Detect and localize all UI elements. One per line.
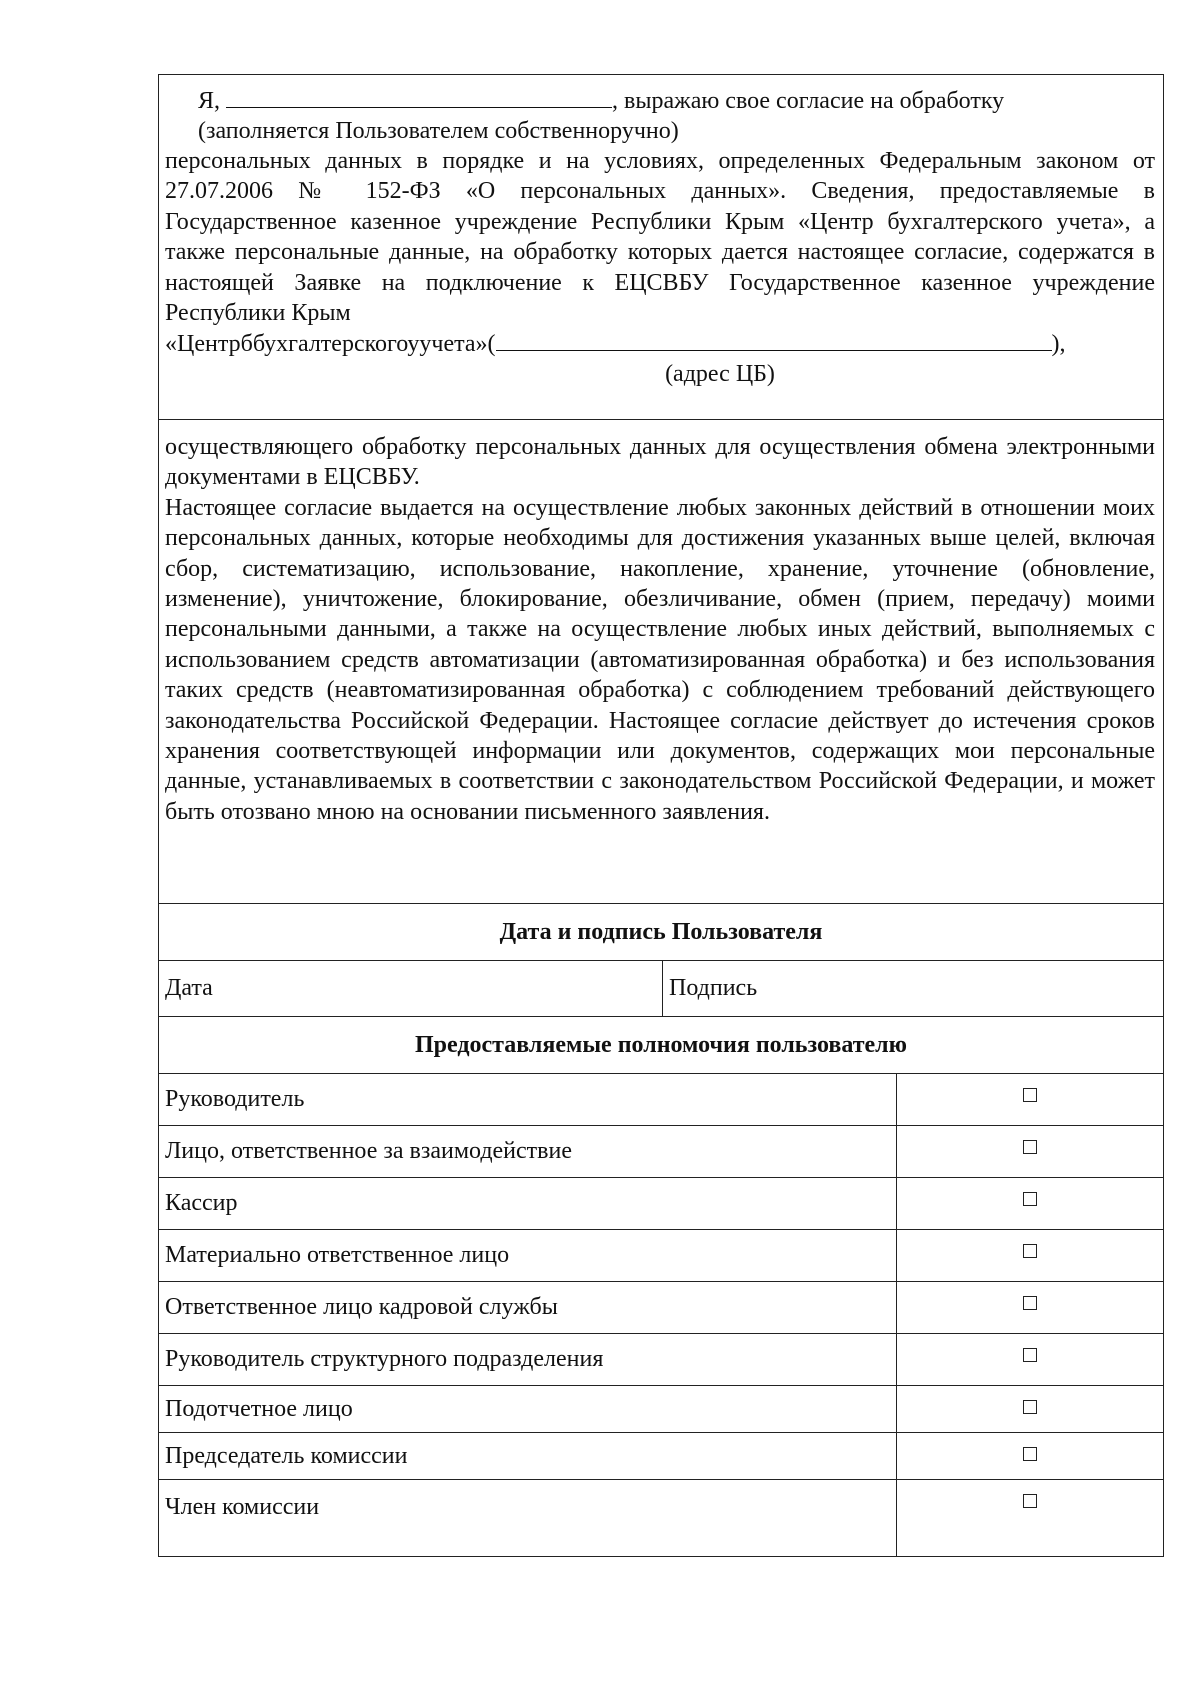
permission-row xyxy=(159,1230,1163,1282)
signature-row xyxy=(159,961,1163,1017)
date-label: Дата xyxy=(165,975,213,1001)
consent-text-2: Настоящее согласие выдается на осуществление любых законных действий в отношении моих персональных данных, которые необходимы для достижения указанных выше целей, включая сбор, систематизацию, использование, накопление, хранение, уточнение (обновление, изменение), уничтожение, блокирование, обезличивание, обмен (прием, передачу) моими персональными данными, а также на осуществление любых иных действий, выполняемых с использованием средств автоматизации (автоматизированная обработка) и без использования таких средств (неавтоматизированная обработка) с соблюдением требований действующего законодательства Российской Федерации. Настоящее согласие действует до истечения сроков хранения соответствующей информации или документов, содержащих мои персональные данные, устанавливаемых в соответствии с законодательством Российской Федерации, и может быть отозвано мною на основании письменного заявления. xyxy=(165,494,1155,825)
permission-label: Подотчетное лицо xyxy=(159,1386,897,1432)
signature-header: Дата и подпись Пользователя xyxy=(159,904,1163,961)
permission-label: Председатель комиссии xyxy=(159,1433,897,1479)
permission-row xyxy=(159,1178,1163,1230)
fill-hint: (заполняется Пользователем собственноручно) xyxy=(198,118,679,144)
signature-cell[interactable] xyxy=(662,961,1163,1016)
permission-label: Материально ответственное лицо xyxy=(159,1230,897,1281)
permission-row xyxy=(159,1074,1163,1126)
permission-row xyxy=(159,1282,1163,1334)
permission-row xyxy=(159,1433,1163,1480)
permission-checkbox[interactable] xyxy=(1023,1348,1037,1362)
address-hint: (адрес ЦБ) xyxy=(665,361,775,388)
permission-checkbox[interactable] xyxy=(1023,1192,1037,1206)
permission-checkbox[interactable] xyxy=(1023,1494,1037,1508)
permission-label: Кассир xyxy=(159,1178,897,1229)
permission-label: Член комиссии xyxy=(159,1480,897,1556)
permission-row xyxy=(159,1386,1163,1433)
permission-label: Ответственное лицо кадровой службы xyxy=(159,1282,897,1333)
consent-lead-rest: , выражаю свое согласие на обработку xyxy=(612,88,1005,114)
cb-suffix: ), xyxy=(1051,331,1066,358)
permission-checkbox[interactable] xyxy=(1023,1400,1037,1414)
permission-label: Руководитель структурного подразделения xyxy=(159,1334,897,1385)
permission-checkbox[interactable] xyxy=(1023,1296,1037,1310)
cb-address-line xyxy=(165,328,1155,359)
consent-section-1 xyxy=(159,75,1163,420)
consent-body: персональных данных в порядке и на условиях, определенных Федеральным законом от 27.07.2006 № 152-ФЗ «О персональных данных». Сведения, предоставляемые в Государственное казенное учреждение Республики Крым «Центр бухгалтерского учета», а также персональные данные, на обработку которых дается настоящее согласие, содержатся в настоящей Заявке на подключение к ЕЦСВБУ Государственное казенное учреждение Республики Крым xyxy=(165,148,1155,327)
consent-lead: Я, xyxy=(198,88,221,114)
permissions-header: Предоставляемые полномочия пользователю xyxy=(159,1017,1163,1074)
signature-label: Подпись xyxy=(669,975,758,1001)
permission-checkbox[interactable] xyxy=(1023,1140,1037,1154)
user-name-blank[interactable] xyxy=(226,85,612,108)
date-cell[interactable] xyxy=(159,961,662,1016)
consent-lead-line xyxy=(165,85,1155,116)
permission-checkbox[interactable] xyxy=(1023,1088,1037,1102)
permission-label: Руководитель xyxy=(159,1074,897,1125)
permission-checkbox[interactable] xyxy=(1023,1244,1037,1258)
consent-section-2 xyxy=(159,420,1163,904)
consent-text-1: осуществляющего обработку персональных данных для осуществления обмена электронными документами в ЕЦСВБУ. xyxy=(165,434,1155,491)
permission-row xyxy=(159,1334,1163,1386)
permissions-table xyxy=(159,1074,1163,1556)
permission-checkbox[interactable] xyxy=(1023,1447,1037,1461)
cb-prefix: «Центрббухгалтерскогоуучета»( xyxy=(165,331,496,358)
consent-form xyxy=(158,74,1164,1557)
permission-row xyxy=(159,1126,1163,1178)
cb-address-blank[interactable] xyxy=(496,328,1052,351)
permission-row xyxy=(159,1480,1163,1556)
permission-label: Лицо, ответственное за взаимодействие xyxy=(159,1126,897,1177)
